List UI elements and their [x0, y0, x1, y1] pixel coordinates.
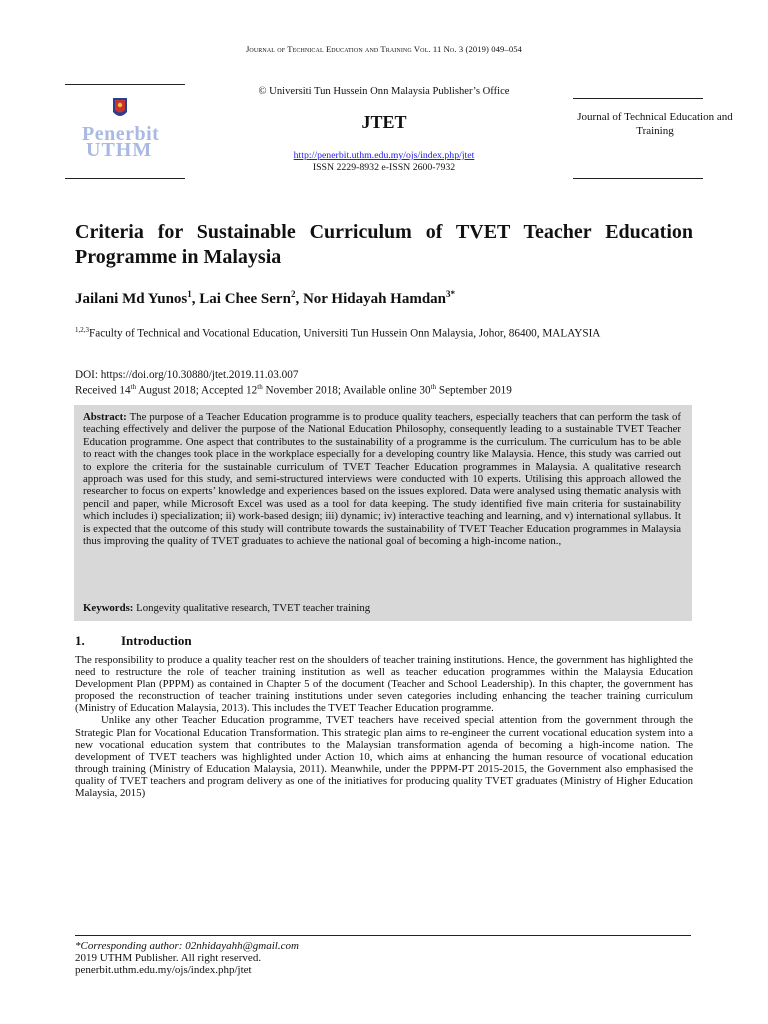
- header-rule-left: [65, 84, 185, 85]
- keywords-text: Longevity qualitative research, TVET teacher training: [136, 602, 371, 614]
- logo-text-uthm: UTHM: [86, 139, 153, 161]
- online-date: November 2018; Available online 30: [262, 384, 431, 397]
- author-name: Jailani Md Yunos: [75, 291, 188, 307]
- author-affiliation-mark: 1: [187, 289, 192, 299]
- section-title: Introduction: [121, 633, 192, 648]
- copyright-line: © Universiti Tun Hussein Onn Malaysia Publisher’s Office: [258, 86, 510, 97]
- ordinal-suffix: th: [257, 383, 263, 391]
- affiliation-mark: 1,2,3: [75, 326, 89, 334]
- section-heading-introduction: [75, 633, 192, 649]
- issn-line: ISSN 2229-8932 e-ISSN 2600-7932: [312, 162, 456, 173]
- online-date-tail: September 2019: [436, 384, 512, 397]
- abstract-label: Abstract:: [83, 411, 127, 423]
- paragraph: Unlike any other Teacher Education programme, TVET teachers have received special attention from the government through the Strategic Plan for Vocational Education Transformation. This strategic plan aims to re-engineer the current vocational education system into a new vocational education system that contributes to the Malaysian transformation agenda of becoming a high-income nation. The development of TVET teachers was highlighted under Action 10, which aims at enhancing the human resource of vocational education through training (Ministry of Education Malaysia, 2011). Meanwhile, under the PPPM-PT 2015-2015, the Government also emphasised the quality of TVET teachers and program delivery as one of the initiatives for producing quality TVET graduates (Ministry of Higher Education Malaysia, 2015): [75, 714, 693, 800]
- publication-dates: [75, 383, 693, 397]
- rights-statement: 2019 UTHM Publisher. All right reserved.: [75, 952, 262, 965]
- author-affiliation-mark: 2: [290, 289, 296, 299]
- footer-site-link[interactable]: penerbit.uthm.edu.my/ojs/index.php/jtet: [75, 964, 252, 977]
- running-head: Journal of Technical Education and Training Vol. 11 No. 3 (2019) 049–054: [245, 44, 523, 54]
- logo-text-penerbit: Penerbit: [82, 123, 160, 145]
- corresponding-author: *Corresponding author: 02nhidayahh@gmail.com: [75, 940, 299, 952]
- journal-abbreviation: JTET: [361, 112, 407, 132]
- header-rule-right: [573, 98, 703, 99]
- author-affiliation-mark: 3*: [446, 289, 456, 299]
- publisher-logo: [80, 96, 175, 164]
- author-name: Nor Hidayah Hamdan: [302, 291, 447, 307]
- ordinal-suffix: th: [430, 383, 437, 391]
- paragraph: The responsibility to produce a quality teacher rest on the shoulders of teacher training institutions. Hence, the government has highlighted the need to restructure the role of teacher training institution as well as teacher education programmes within the Malaysia Education Development Plan (PPPM) as contained in Chapter 5 of the document (Teacher and School Leadership). In this chapter, the government has proposed the reconstruction of teacher training institutions under seven categories including enhancing the teacher training curriculum (Ministry of Education Malaysia, 2013). This includes the TVET Teacher Education programme.: [75, 654, 693, 715]
- section-number: 1.: [75, 633, 85, 648]
- author-list: Jailani Md Yunos$^1$, Lai Chee Sern$^2$, Nor Hidayah Hamdan$^{3*}$: [75, 289, 456, 307]
- keywords: [83, 602, 681, 614]
- footnote: [75, 940, 299, 977]
- journal-name: Journal of Technical Education and Training: [577, 111, 733, 138]
- accepted-date: August 2018; Accepted 12: [136, 384, 258, 397]
- affiliation-text: Faculty of Technical and Vocational Education, Universiti Tun Hussein Onn Malaysia, Johor, 86400, MALAYSIA: [89, 327, 601, 340]
- received-date: Received 14: [75, 384, 131, 397]
- abstract-text: The purpose of a Teacher Education programme is to produce quality teachers, especially teachers that can perform the task of teaching effectively and deliver the purpose of the National Education Philosophy, consequently leading to a sustainable TVET Teacher Education programme. One aspect that contributes to the sustainability of a programme is the curriculum. The curriculum has to be able to react with the changes took place in the workplace especially for a developing country like Malaysia. Hence, this study was carried out to explore the criteria for the sustainable curriculum of TVET Teacher Education programmes in Malaysia. A qualitative research approach was used for this study, and semi-structured interviews were conducted with 10 experts. Utilising this approach allowed the researcher to focus on experts’ knowledge and experiences based on the issues explored. Data were analysed using thematic analysis with pencil and paper, while Microsoft Excel was used as a tool for data keeping. The study identified five main criteria for sustainability which includes i) specialization; ii) work-based design; iii) dynamic; iv) interactive teaching and learning, and v) international syllabus. It is expected that the outcome of this study will contribute towards the sustainability of TVET Teacher Education programmes in Malaysia thus improving the quality of TVET graduates to achieve the national goal of becoming a high-income nation.,: [83, 411, 681, 548]
- abstract: [83, 411, 681, 547]
- footnote-rule: [75, 935, 691, 936]
- keywords-label: Keywords:: [83, 602, 134, 614]
- affiliation: [75, 326, 693, 340]
- header-rule-right-bottom: [573, 178, 703, 179]
- doi-line[interactable]: DOI: https://doi.org/10.30880/jtet.2019.11.03.007: [75, 369, 299, 381]
- ordinal-suffix: th: [130, 383, 137, 391]
- header-rule-left-bottom: [65, 178, 185, 179]
- article-title: Criteria for Sustainable Curriculum of TVET Teacher Education Programme in Malaysia: [75, 221, 693, 268]
- author-name: Lai Chee Sern: [199, 291, 291, 307]
- journal-url-link[interactable]: http://penerbit.uthm.edu.my/ojs/index.php/jtet: [293, 150, 475, 161]
- introduction-body: [75, 654, 693, 799]
